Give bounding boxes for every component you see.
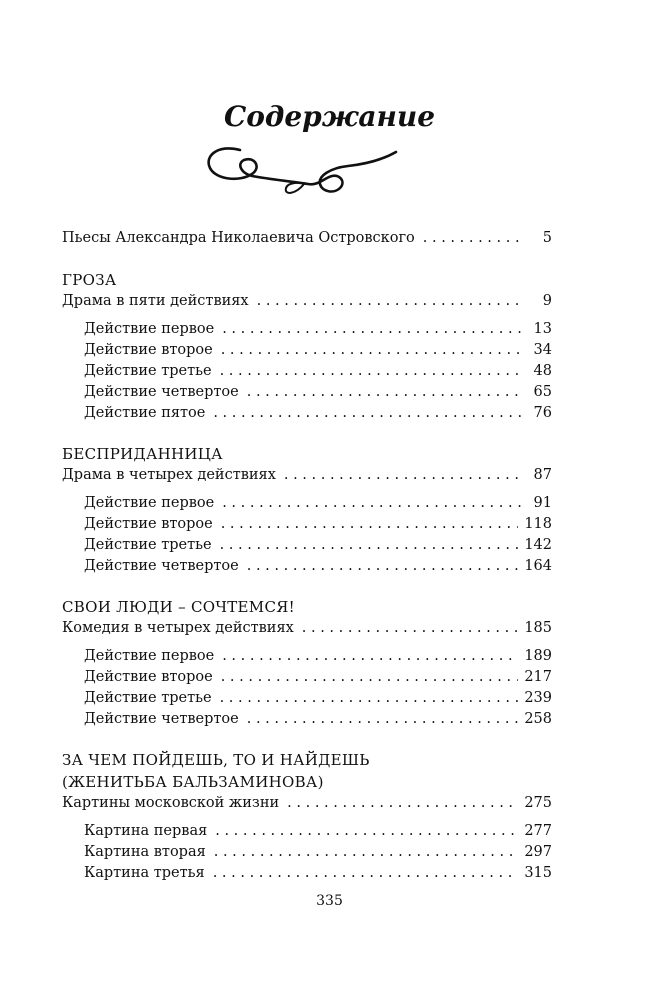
leader-dots: [221, 516, 519, 532]
toc-entry-label: Картины московской жизни: [62, 795, 280, 811]
toc-entry-label: Действие пятое: [84, 405, 206, 421]
section-gap: [62, 426, 552, 445]
leader-dots: [220, 537, 519, 553]
leader-dots: [222, 648, 518, 664]
toc-entry-item[interactable]: [62, 516, 552, 537]
leader-dots: [222, 495, 524, 511]
toc-entry-item[interactable]: [62, 537, 552, 558]
section-heading: БЕСПРИДАННИЦА: [62, 445, 223, 463]
toc-entry-page: 239: [524, 690, 552, 706]
section-gap: [62, 579, 552, 598]
leader-dots: [213, 865, 519, 881]
toc-entry-item[interactable]: [62, 342, 552, 363]
leader-dots: [302, 620, 519, 636]
toc-entry-item[interactable]: [62, 648, 552, 669]
toc-entry-label: Драма в четырех действиях: [62, 467, 276, 483]
toc-entry-label: Действие второе: [84, 342, 213, 358]
toc-entry-item[interactable]: [62, 495, 552, 516]
toc-entry-item[interactable]: [62, 844, 552, 865]
toc-entry-label: Действие второе: [84, 516, 213, 532]
toc-entry-label: Драма в пяти действиях: [62, 293, 249, 309]
toc-entry-page: 315: [524, 865, 552, 881]
toc-entry-label: Действие первое: [84, 321, 215, 337]
toc-entry-item[interactable]: [62, 558, 552, 579]
toc-entry-item[interactable]: [62, 321, 552, 342]
toc-entry-page: 76: [533, 405, 552, 421]
toc-entry-label: Действие третье: [84, 690, 212, 706]
toc-entry-item[interactable]: [62, 690, 552, 711]
toc-entry-page: 297: [524, 844, 552, 860]
toc-entry-page: 189: [524, 648, 552, 664]
leader-dots: [213, 405, 524, 421]
toc-entry-label: Действие четвертое: [84, 558, 239, 574]
toc-entry-subtitle[interactable]: [62, 293, 552, 315]
toc-entry-page: 217: [524, 669, 552, 685]
leader-dots: [221, 669, 519, 685]
toc-entry-label: Комедия в четырех действиях: [62, 620, 294, 636]
toc-entry-label: Действие первое: [84, 495, 215, 511]
toc-entry-label: Действие четвертое: [84, 384, 239, 400]
toc-entry-page: 185: [524, 620, 552, 636]
toc-entry-page: 65: [533, 384, 552, 400]
toc-entry-item[interactable]: [62, 865, 552, 886]
leader-dots: [214, 844, 519, 860]
toc-entry-page: 142: [524, 537, 552, 553]
page-title: Содержание: [223, 100, 436, 133]
leader-dots: [257, 293, 524, 309]
section-gap: [62, 732, 552, 751]
toc-entry-item[interactable]: [62, 669, 552, 690]
toc-entry-label: Действие второе: [84, 669, 213, 685]
section-heading: (ЖЕНИТЬБА БАЛЬЗАМИНОВА): [62, 773, 324, 791]
toc-entry-label: Действие четвертое: [84, 711, 239, 727]
toc-entry-label: Действие первое: [84, 648, 215, 664]
leader-dots: [222, 321, 524, 337]
toc-entry-page: 9: [542, 293, 552, 309]
toc-entry-item[interactable]: [62, 405, 552, 426]
toc-entry-page: 5: [542, 230, 552, 246]
leader-dots: [247, 558, 519, 574]
toc-entry-label: Картина вторая: [84, 844, 206, 860]
toc-entry-item[interactable]: [62, 711, 552, 732]
toc-entry-item[interactable]: [62, 363, 552, 384]
toc-entry-subtitle[interactable]: [62, 795, 552, 817]
leader-dots: [287, 795, 518, 811]
toc-entry-label: Пьесы Александра Николаевича Островского: [62, 230, 415, 246]
toc-entry-item[interactable]: [62, 823, 552, 844]
toc-entry-label: Картина третья: [84, 865, 205, 881]
flourish-ornament-icon: [200, 138, 400, 200]
leader-dots: [247, 384, 524, 400]
toc-entry-page: 34: [533, 342, 552, 358]
toc-entry-page: 87: [533, 467, 552, 483]
section-gap: [62, 252, 552, 271]
leader-dots: [247, 711, 519, 727]
leader-dots: [423, 230, 524, 246]
toc-entry-page: 91: [533, 495, 552, 511]
toc-entry-intro[interactable]: [62, 230, 552, 252]
toc-entry-subtitle[interactable]: [62, 620, 552, 642]
table-of-contents: [62, 230, 552, 886]
toc-entry-label: Действие третье: [84, 363, 212, 379]
section-heading: ГРОЗА: [62, 271, 117, 289]
toc-entry-page: 118: [524, 516, 552, 532]
toc-entry-page: 258: [524, 711, 552, 727]
toc-entry-subtitle[interactable]: [62, 467, 552, 489]
leader-dots: [221, 342, 524, 358]
toc-entry-item[interactable]: [62, 384, 552, 405]
page-number: 335: [316, 893, 343, 909]
leader-dots: [220, 690, 519, 706]
section-heading: ЗА ЧЕМ ПОЙДЕШЬ, ТО И НАЙДЕШЬ: [62, 751, 370, 769]
leader-dots: [220, 363, 524, 379]
leader-dots: [284, 467, 524, 483]
toc-entry-page: 164: [524, 558, 552, 574]
toc-entry-label: Картина первая: [84, 823, 208, 839]
toc-entry-page: 48: [533, 363, 552, 379]
section-heading: СВОИ ЛЮДИ – СОЧТЕМСЯ!: [62, 598, 295, 616]
leader-dots: [215, 823, 518, 839]
toc-entry-page: 275: [524, 795, 552, 811]
toc-entry-label: Действие третье: [84, 537, 212, 553]
toc-entry-page: 277: [524, 823, 552, 839]
toc-entry-page: 13: [533, 321, 552, 337]
sections-container: [62, 252, 552, 886]
